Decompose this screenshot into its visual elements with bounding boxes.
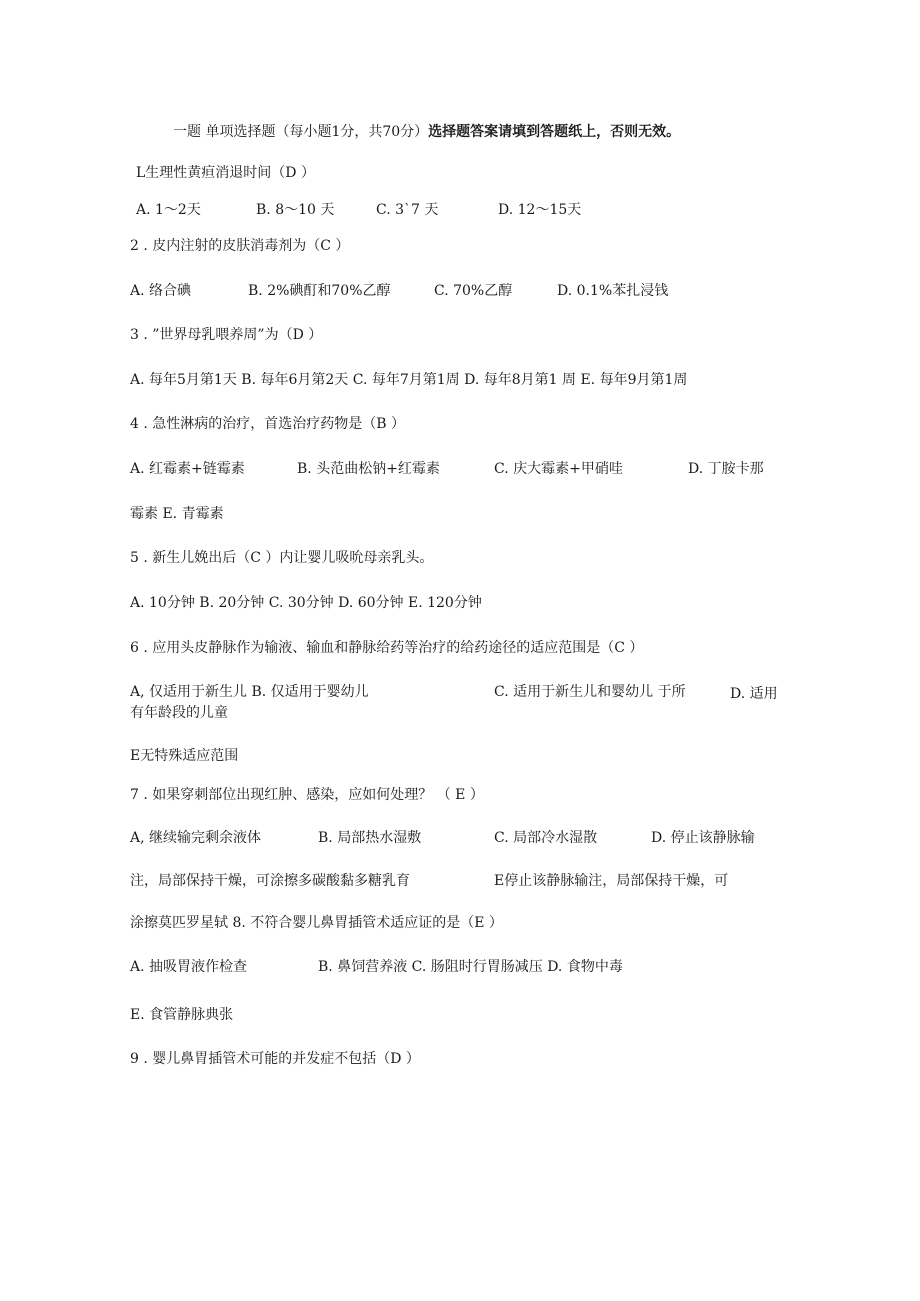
q6-option-e: E无特殊适应范围 [130,748,239,764]
q4-option-b: B. 头范曲松钠+红霉素 [297,461,440,477]
q2-option-b: B. 2%碘酊和70%乙醇 [248,283,391,299]
question-3: 3 . ”世界母乳喂养周”为（D ） [130,327,323,343]
q4-option-c: C. 庆大霉素+甲硝哇 [494,461,623,477]
q4-option-d: D. 丁胺卡那 [688,461,764,477]
q7-option-b: B. 局部热水湿敷 [318,830,422,846]
q8-option-a: A. 抽吸胃液作检查 [130,959,248,975]
q4-option-a: A. 红霉素+链霉素 [130,461,245,477]
q8-option-e: E. 食管静脉典张 [130,1007,234,1023]
q1-option-c: C. 3`7 天 [376,202,439,218]
q6-option-c: C. 适用于新生儿和婴幼儿 于所 [494,684,686,700]
question-6: 6 . 应用头皮静脉作为输液、输血和静脉给药等治疗的给药途径的适应范围是（C ） [130,640,644,656]
q6-options-ab: A, 仅适用于新生儿 B. 仅适用于婴幼儿 [130,684,369,700]
q5-options: A. 10分钟 B. 20分钟 C. 30分钟 D. 60分钟 E. 120分钟 [130,595,482,611]
q2-option-a: A. 络合碘 [130,283,192,299]
q1-option-d: D. 12～15天 [498,202,582,218]
q3-options: A. 每年5月第1天 B. 每年6月第2天 C. 每年7月第1周 D. 每年8月第1 周 E. 每年9月第1周 [130,372,688,388]
q2-option-c: C. 70%乙醇 [434,283,513,299]
q2-option-d: D. 0.1%苯扎浸钱 [557,283,669,299]
q1-option-a: A. 1～2天 [136,202,201,218]
question-2: 2 . 皮内注射的皮肤消毒剂为（C ） [130,238,350,254]
q7-option-d-continuation: 注，局部保持干燥，可涂擦多碳酸黏多糖乳育 [130,873,410,889]
q7-option-a: A, 继续输完剩余液体 [130,830,262,846]
q1-option-b: B. 8～10 天 [256,202,335,218]
answer-notice: 选择题答案请填到答题纸上，否则无效。 [428,124,681,140]
q6-option-d-continuation: 有年龄段的儿童 [130,705,228,721]
q7-option-c: C. 局部冷水湿散 [494,830,598,846]
q6-option-d: D. 适用 [730,686,778,702]
section-title: 一题 单项选择题（每小题1分，共70分） [173,124,429,140]
q8-options-bcd: B. 鼻饲营养液 C. 肠阻时行胃肠减压 D. 食物中毒 [318,959,623,975]
question-1: L生理性黄疸消退时间（D ） [136,165,315,181]
question-4: 4 . 急性淋病的治疗，首选治疗药物是（B ） [130,416,405,432]
q7-option-e: E停止该静脉输注，局部保持干燥，可 [494,873,729,889]
question-5: 5 . 新生儿娩出后（C ）内让婴儿吸吮母亲乳头。 [130,550,434,566]
q7-option-d: D. 停止该静脉输 [651,830,755,846]
section-header [173,123,680,141]
q7-continuation-q8: 涂擦莫匹罗星轼 8. 不符合婴儿鼻胃插管术适应证的是（E ） [130,915,503,931]
question-7: 7 . 如果穿刺部位出现红肿、感染，应如何处理？ （ E ） [130,787,484,803]
q4-continuation: 霉素 E. 青霉素 [130,506,224,522]
question-9: 9 . 婴儿鼻胃插管术可能的并发症不包括（D ） [130,1051,420,1067]
